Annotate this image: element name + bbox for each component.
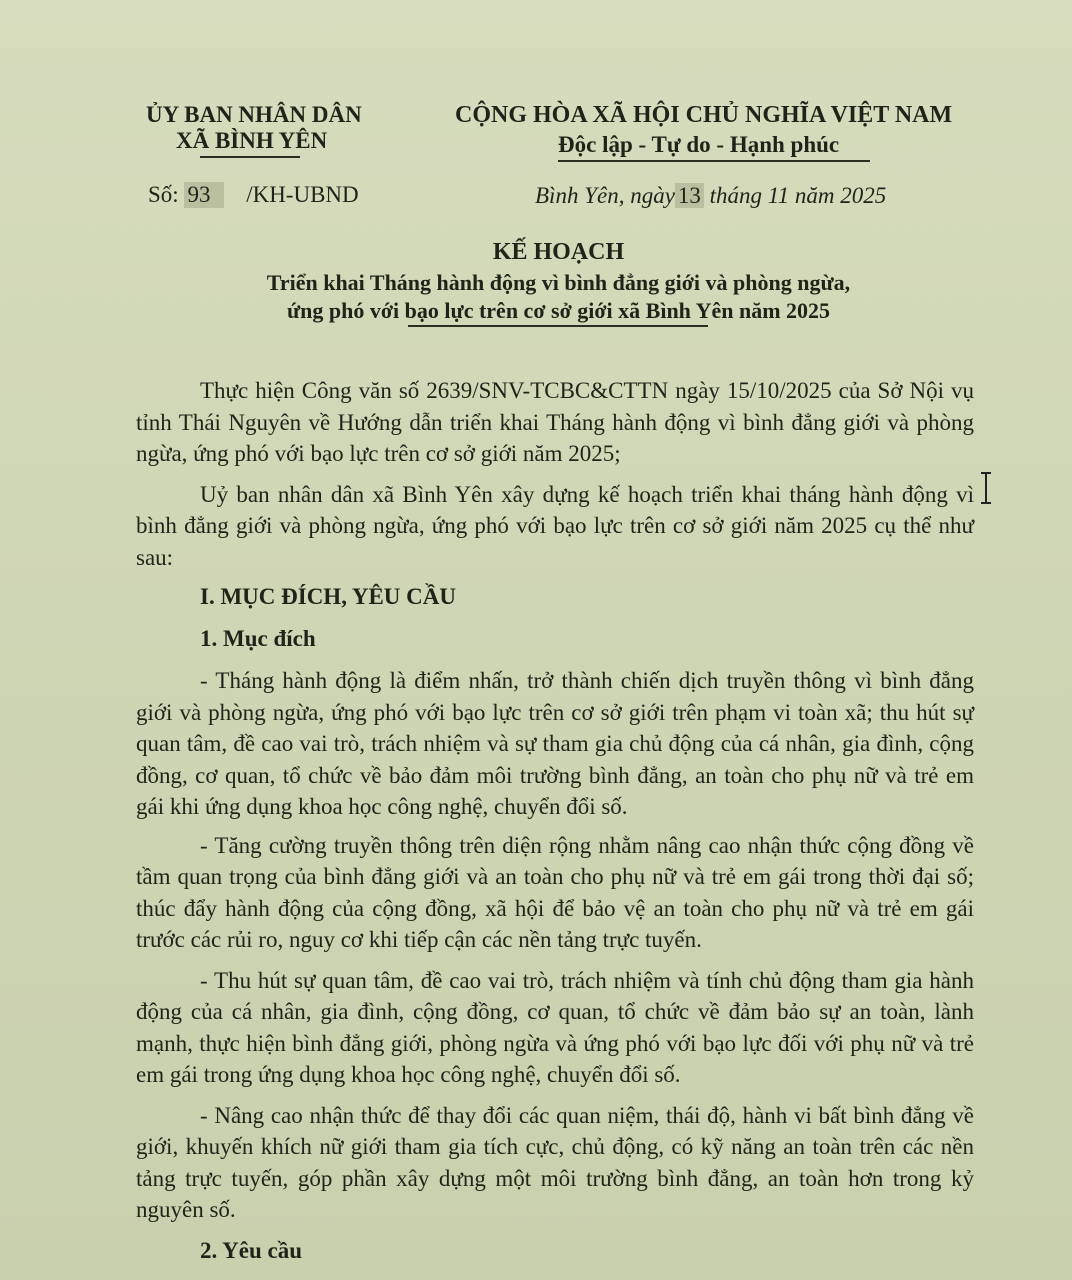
national-title: CỘNG HÒA XÃ HỘI CHỦ NGHĨA VIỆT NAM: [455, 102, 953, 128]
national-motto: Độc lập - Tự do - Hạnh phúc: [558, 132, 840, 157]
subsection-heading: 1. Mục đích: [200, 626, 316, 651]
purpose-item: - Tháng hành động là điểm nhấn, trở thành chiến dịch truyền thông vì bình đẳng giới và phòng ngừa, ứng phó với bạo lực trên cơ sở giới trên phạm vi toàn xã; thu hút sự quan tâm, đề cao vai trò, trách nhiệm và sự tham gia chủ động của cá nhân, gia đình, cộng đồng, cơ quan, tổ chức về bảo đảm môi trường bình đẳng, an toàn cho phụ nữ và trẻ em gái khi ứng dụng khoa học công nghệ, chuyển đổi số.: [136, 668, 974, 819]
section-heading: I. MỤC ĐÍCH, YÊU CẦU: [200, 584, 456, 609]
purpose-list: [136, 665, 974, 1226]
intro-paragraph: Uỷ ban nhân dân xã Bình Yên xây dựng kế hoạch triển khai tháng hành động vì bình đẳng giới và phòng ngừa, ứng phó với bạo lực trên cơ sở giới năm 2025 cụ thể như sau:: [136, 481, 974, 570]
date-day: 13: [675, 183, 704, 208]
purpose-item: - Nâng cao nhận thức để thay đổi các quan niệm, thái độ, hành vi bất bình đẳng về giới, khuyến khích nữ giới tham gia tích cực, chủ động, có kỹ năng an toàn trên các nền tảng trực tuyến, góp phần xây dựng một môi trường bình đẳng, an toàn hơn trong kỷ nguyên số.: [136, 1102, 974, 1222]
plan-subtitle-line2: ứng phó với bạo lực trên cơ sở giới xã Bình Yên năm 2025: [286, 298, 831, 323]
subsection-heading: 2. Yêu cầu: [200, 1238, 303, 1263]
title-underline: [408, 325, 708, 327]
plan-title: KẾ HOẠCH: [492, 239, 625, 265]
document-date: Bình Yên, ngày 13 tháng 11 năm 2025: [535, 183, 887, 208]
commune-name: XÃ BÌNH YÊN: [176, 128, 328, 153]
agency-name: ỦY BAN NHÂN DÂN: [146, 102, 362, 127]
document-number-value: 93: [184, 182, 224, 208]
agency-underline: [200, 156, 300, 158]
text-cursor-icon: [981, 472, 991, 504]
intro-section: [136, 375, 974, 573]
document-number: Số: 93 /KH-UBND: [148, 182, 359, 207]
purpose-item: - Tăng cường truyền thông trên diện rộng nhằm nâng cao nhận thức cộng đồng về tầm quan trọng của bình đẳng giới và an toàn cho phụ nữ và trẻ em gái trong thời đại số; thúc đẩy hành động của cộng đồng, xã hội để bảo vệ an toàn cho phụ nữ và trẻ em gái trước các rủi ro, nguy cơ khi tiếp cận các nền tảng trực tuyến.: [136, 832, 974, 952]
intro-paragraph: Thực hiện Công văn số 2639/SNV-TCBC&CTTN ngày 15/10/2025 của Sở Nội vụ tỉnh Thái Nguyên về Hướng dẫn triển khai Tháng hành động vì bình đẳng giới và phòng ngừa, ứng phó với bạo lực trên cơ sở giới năm 2025;: [136, 378, 974, 466]
motto-underline: [558, 160, 870, 162]
purpose-item: - Thu hút sự quan tâm, đề cao vai trò, trách nhiệm và tính chủ động tham gia hành động của cá nhân, gia đình, cộng đồng, cơ quan, tổ chức về đảm bảo sự an toàn, lành mạnh, thực hiện bình đẳng giới, phòng ngừa và ứng phó với bạo lực đối với phụ nữ và trẻ em gái trong ứng dụng khoa học công nghệ, chuyển đổi số.: [136, 967, 974, 1087]
plan-subtitle-line1: Triển khai Tháng hành động vì bình đẳng giới và phòng ngừa,: [266, 270, 851, 295]
